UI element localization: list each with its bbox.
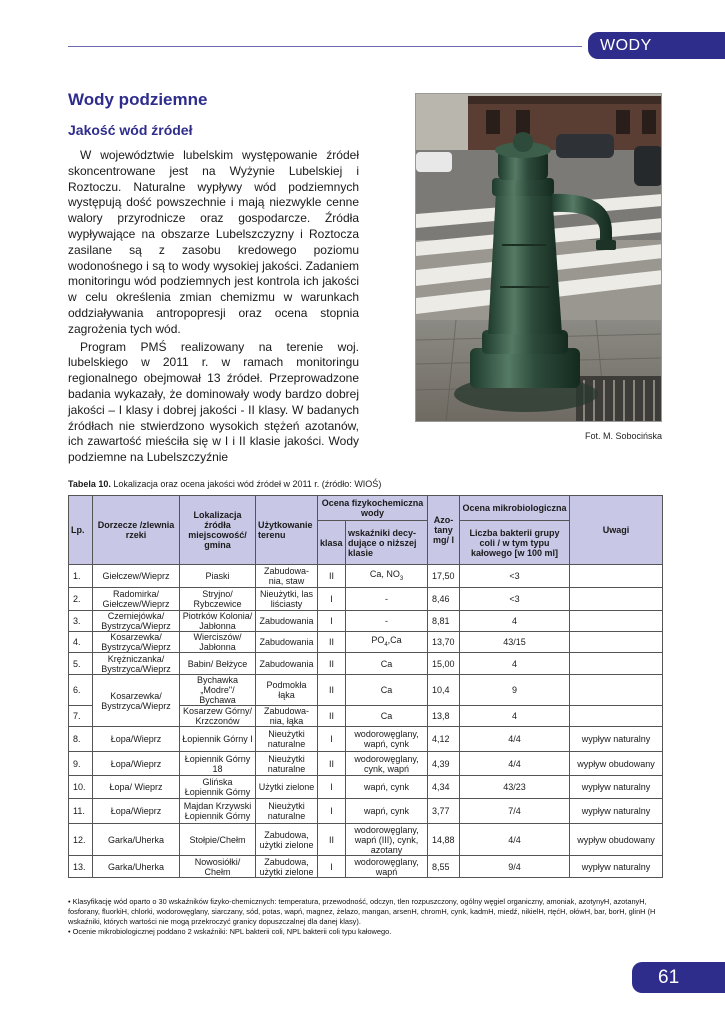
cell-micro: 43/15 <box>460 632 570 653</box>
cell-location: Stołpie/Chełm <box>180 824 256 856</box>
cell-location: Kosarzew Górny/ Krzczonów <box>180 706 256 727</box>
cell-location: Wierciszów/ Jabłonna <box>180 632 256 653</box>
cell-lp: 6. <box>69 675 93 706</box>
cell-class: I <box>318 611 346 632</box>
cell-class: II <box>318 706 346 727</box>
cell-nitrates: 13,8 <box>428 706 460 727</box>
cell-indicators <box>346 856 428 878</box>
cell-notes <box>570 706 663 727</box>
cell-land_use: Użytki zielone <box>256 776 318 799</box>
indicator-text: wapń, cynk <box>363 806 410 816</box>
cell-nitrates: 8,55 <box>428 856 460 878</box>
cell-notes: wypływ obudowany <box>570 752 663 776</box>
cell-notes <box>570 653 663 675</box>
table-row <box>69 824 663 856</box>
cell-lp: 10. <box>69 776 93 799</box>
cell-micro: 4/4 <box>460 727 570 752</box>
cell-location: Piaski <box>180 565 256 588</box>
table-caption: Lokalizacja oraz ocena jakości wód źródeł w 2011 r. (źródło: WIOŚ) <box>110 479 382 489</box>
col-location: Lokalizacja źródła miejscowość/ gmina <box>180 496 256 565</box>
cell-lp: 4. <box>69 632 93 653</box>
article-title: Wody podziemne <box>68 90 208 109</box>
cell-location: Glińska Łopiennik Górny <box>180 776 256 799</box>
photo-caption: Fot. M. Sobocińska <box>584 431 662 441</box>
indicator-text-after: ,Ca <box>387 634 402 645</box>
cell-nitrates: 10,4 <box>428 675 460 706</box>
cell-catchment: Łopa/ Wieprz <box>93 776 180 799</box>
footnote: • Ocenie mikrobiologicznej poddano 2 wskaźniki: NPL bakterii coli, NPL bakterii coli typu kałowego. <box>68 927 392 936</box>
cell-class: I <box>318 799 346 824</box>
table-row <box>69 799 663 824</box>
cell-land_use: Zabudowa, użytki zielone <box>256 856 318 878</box>
cell-land_use: Zabudowania <box>256 632 318 653</box>
cell-location: Bychawka „Modre"/ Bychawa <box>180 675 256 706</box>
cell-lp: 9. <box>69 752 93 776</box>
cell-micro: 9 <box>460 675 570 706</box>
cell-indicators <box>346 588 428 611</box>
photo-illustration <box>416 94 662 422</box>
cell-land_use: Nieużytki naturalne <box>256 727 318 752</box>
table-row <box>69 653 663 675</box>
cell-land_use: Zabudowa- nia, łąka <box>256 706 318 727</box>
indicator-text: wodorowęglany, cynk, wapń <box>354 753 419 774</box>
col-land-use: Użytkowanie terenu <box>256 496 318 565</box>
cell-indicators <box>346 799 428 824</box>
cell-class: II <box>318 653 346 675</box>
cell-location: Stryjno/ Rybczewice <box>180 588 256 611</box>
table-row <box>69 752 663 776</box>
water-pump-photo <box>415 93 662 422</box>
cell-micro: 43/23 <box>460 776 570 799</box>
cell-lp: 5. <box>69 653 93 675</box>
cell-class: I <box>318 588 346 611</box>
cell-nitrates: 4,39 <box>428 752 460 776</box>
cell-catchment: Łopa/Wieprz <box>93 752 180 776</box>
indicator-text: wapń, cynk <box>363 782 410 792</box>
cell-lp: 11. <box>69 799 93 824</box>
cell-catchment: Łopa/Wieprz <box>93 727 180 752</box>
cell-land_use: Zabudowania <box>256 653 318 675</box>
cell-indicators <box>346 776 428 799</box>
table-row <box>69 632 663 653</box>
cell-catchment: Giełczew/Wieprz <box>93 565 180 588</box>
paragraph: Program PMŚ realizowany na terenie woj. lubelskiego w 2011 r. w ramach monitoringu regionalnego obejmował 13 źródeł. Przeprowadzone badania wykazały, że dominowały wody bardzo dobrej jakości – I klasy i dobrej jakości - II klasy. W badanych źródłach nie stwierdzono wysokich stężeń azotanów, ich zawartość mieściła się w I i II klasie jakości. Wody podziemne na Lubelszczyźnie <box>68 339 359 465</box>
cell-nitrates: 17,50 <box>428 565 460 588</box>
cell-notes <box>570 675 663 706</box>
indicator-text: Ca <box>380 685 393 695</box>
footnote: • Klasyfikację wód oparto o 30 wskaźników fizyko-chemicznych: temperatura, przewodność, odczyn, tlen rozpuszczony, ogólny węgiel organiczny, amoniak, azotynyH, azotanyH, fosforany, fluorkiH, chlorki, wodorowęglany, siarczany, sód, potas, wapń, magnez, żelazo, mangan, arsenH, chromH, cynk, kadmH, miedź, nikielH, rtęćH, ołówH, bar, borH, glinH (H wskaźniki, których wartości nie mogą przekroczyć granicy dopuszczalnej dla danej klasy). <box>68 897 656 926</box>
cell-class: I <box>318 776 346 799</box>
table-title <box>68 479 381 489</box>
cell-micro: 4 <box>460 611 570 632</box>
indicator-text: Ca <box>380 658 393 669</box>
cell-location: Łopiennik Górny 18 <box>180 752 256 776</box>
cell-indicators <box>346 611 428 632</box>
cell-nitrates: 4,34 <box>428 776 460 799</box>
cell-location: Nowosiółki/ Chełm <box>180 856 256 878</box>
indicator-text: PO <box>371 634 385 645</box>
indicator-text: Ca <box>380 711 393 721</box>
col-class: klasa <box>318 521 346 565</box>
table-row <box>69 611 663 632</box>
cell-land_use: Nieużytki naturalne <box>256 799 318 824</box>
indicator-text: wodorowęglany, wapń <box>354 856 419 877</box>
cell-notes <box>570 565 663 588</box>
cell-micro: 4 <box>460 706 570 727</box>
table-row <box>69 776 663 799</box>
cell-nitrates: 8,81 <box>428 611 460 632</box>
cell-catchment: Radomirka/ Giełczew/Wieprz <box>93 588 180 611</box>
article-body <box>68 148 359 466</box>
indicator-subscript: 4 <box>384 641 388 648</box>
table-row <box>69 675 663 706</box>
cell-catchment: Garka/Uherka <box>93 824 180 856</box>
cell-land_use: Podmokła łąka <box>256 675 318 706</box>
cell-land_use: Zabudowania <box>256 611 318 632</box>
cell-indicators <box>346 824 428 856</box>
cell-notes <box>570 632 663 653</box>
col-micro-sub: Liczba bakterii grupy coli / w tym typu kałowego [w 100 ml] <box>460 521 570 565</box>
table-footnotes <box>68 897 662 937</box>
cell-micro: 7/4 <box>460 799 570 824</box>
indicator-subscript: 3 <box>399 575 404 582</box>
cell-micro: 4/4 <box>460 752 570 776</box>
indicator-text: - <box>385 594 388 604</box>
col-physchem: Ocena fizykochemiczna wody <box>318 496 428 521</box>
cell-class: II <box>318 632 346 653</box>
cell-class: II <box>318 752 346 776</box>
cell-catchment: Garka/Uherka <box>93 856 180 878</box>
table-row <box>69 856 663 878</box>
cell-micro: 4/4 <box>460 824 570 856</box>
cell-notes: wypływ obudowany <box>570 824 663 856</box>
cell-catchment: Krężniczanka/ Bystrzyca/Wieprz <box>93 653 180 675</box>
cell-notes <box>570 588 663 611</box>
col-catchment: Dorzecze /zlewnia rzeki <box>93 496 180 565</box>
table-row <box>69 565 663 588</box>
cell-nitrates: 3,77 <box>428 799 460 824</box>
cell-catchment: Kosarzewka/ Bystrzyca/Wieprz <box>93 632 180 653</box>
cell-notes: wypływ naturalny <box>570 727 663 752</box>
springs-table <box>68 495 663 878</box>
cell-micro: 4 <box>460 653 570 675</box>
cell-micro: 9/4 <box>460 856 570 878</box>
col-nitrates: Azo- tany mg/ l <box>428 496 460 565</box>
cell-class: II <box>318 675 346 706</box>
cell-notes: wypływ naturalny <box>570 776 663 799</box>
table-label: Tabela 10. <box>68 479 111 489</box>
cell-lp: 3. <box>69 611 93 632</box>
cell-indicators <box>346 653 428 675</box>
col-lp: Lp. <box>69 496 93 565</box>
cell-indicators <box>346 675 428 706</box>
section-tab: WODY <box>588 32 725 59</box>
cell-class: II <box>318 565 346 588</box>
cell-land_use: Nieużytki, las liściasty <box>256 588 318 611</box>
cell-indicators <box>346 752 428 776</box>
cell-nitrates: 8,46 <box>428 588 460 611</box>
cell-lp: 1. <box>69 565 93 588</box>
table-row <box>69 727 663 752</box>
cell-location: Majdan Krzywski Łopiennik Górny <box>180 799 256 824</box>
cell-nitrates: 4,12 <box>428 727 460 752</box>
cell-catchment: Czerniejówka/ Bystrzyca/Wieprz <box>93 611 180 632</box>
col-indicators: wskaźniki decy- dujące o niższej klasie <box>346 521 428 565</box>
cell-location: Łopiennik Górny I <box>180 727 256 752</box>
cell-notes: wypływ naturalny <box>570 856 663 878</box>
page-number: 61 <box>632 962 725 993</box>
cell-catchment: Łopa/Wieprz <box>93 799 180 824</box>
article-subtitle: Jakość wód źródeł <box>68 122 193 138</box>
cell-indicators <box>346 565 428 588</box>
cell-indicators <box>346 727 428 752</box>
cell-land_use: Nieużytki naturalne <box>256 752 318 776</box>
indicator-text: - <box>385 616 388 626</box>
cell-class: I <box>318 856 346 878</box>
cell-catchment: Kosarzewka/ Bystrzyca/Wieprz <box>93 675 180 727</box>
cell-lp: 12. <box>69 824 93 856</box>
cell-nitrates: 14,88 <box>428 824 460 856</box>
cell-class: I <box>318 727 346 752</box>
cell-lp: 7. <box>69 706 93 727</box>
cell-lp: 8. <box>69 727 93 752</box>
cell-indicators <box>346 706 428 727</box>
cell-indicators <box>346 632 428 653</box>
cell-nitrates: 15,00 <box>428 653 460 675</box>
cell-notes <box>570 611 663 632</box>
indicator-text: wodorowęglany, wapń (III), cynk, azotany <box>354 824 419 855</box>
cell-micro: <3 <box>460 588 570 611</box>
cell-micro: <3 <box>460 565 570 588</box>
cell-land_use: Zabudowa, użytki zielone <box>256 824 318 856</box>
indicator-text: wodorowęglany, wapń, cynk <box>354 729 419 749</box>
cell-lp: 2. <box>69 588 93 611</box>
cell-class: II <box>318 824 346 856</box>
col-micro: Ocena mikrobiologiczna <box>460 496 570 521</box>
paragraph: W województwie lubelskim występowanie źródeł skoncentrowane jest na Wyżynie Lubelskiej i Roztoczu. Naturalne wypływy wód podziemnych występują dość powszechnie i mają niezwykle cenne walory przyrodnicze oraz gospodarcze. Źródła wypływające na obszarze Lubelszczyzny i Roztocza zasilane są z zasobu kredowego poziomu wodonośnego i są to wody wysokiej jakości. Zadaniem monitoringu wód podziemnych jest kontrola ich jakości w celu określenia zmian chemizmu w warunkach oddziaływania antropopresji oraz ocena stopnia zagrożenia tych wód. <box>68 148 359 336</box>
cell-notes: wypływ naturalny <box>570 799 663 824</box>
table-row <box>69 588 663 611</box>
col-notes: Uwagi <box>570 496 663 565</box>
cell-lp: 13. <box>69 856 93 878</box>
cell-nitrates: 13,70 <box>428 632 460 653</box>
cell-location: Babin/ Bełżyce <box>180 653 256 675</box>
cell-location: Piotrków Kolonia/ Jabłonna <box>180 611 256 632</box>
cell-land_use: Zabudowa- nia, staw <box>256 565 318 588</box>
header-rule <box>68 46 582 47</box>
indicator-text: Ca, NO <box>369 568 400 579</box>
